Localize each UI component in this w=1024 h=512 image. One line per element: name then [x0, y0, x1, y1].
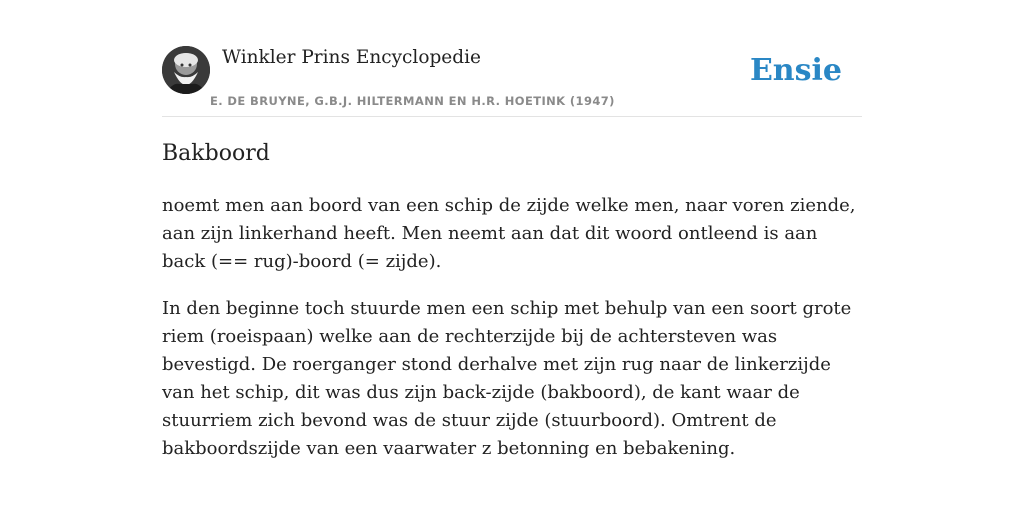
article-title: Bakboord	[162, 141, 270, 166]
article-paragraph: In den beginne toch stuurde men een schip met behulp van een soort grote riem (roeispaan) welke aan de rechterzijde bij de achtersteven was bevestigd. De roerganger stond derhalve met zijn rug naar de linkerzijde van het schip, dit was dus zijn back-zijde (bakboord), de kant waar de stuurriem zich bevond was de stuur zijde (stuurboord). Omtrent de bakboordszijde van een vaarwater z betonning en bebakening.	[162, 298, 852, 459]
encyclopedia-title[interactable]: Winkler Prins Encyclopedie	[222, 47, 481, 68]
site-logo[interactable]: Ensie	[749, 53, 842, 88]
authors-byline: E. DE BRUYNE, G.B.J. HILTERMANN EN H.R. HOETINK (1947)	[210, 94, 615, 108]
author-portrait-icon	[162, 46, 210, 94]
article	[162, 138, 862, 463]
page-header	[162, 46, 862, 117]
article-paragraph: noemt men aan boord van een schip de zijde welke men, naar voren ziende, aan zijn linkerhand heeft. Men neemt aan dat dit woord ontleend is aan back (== rug)-boord (= zijde).	[162, 195, 856, 272]
